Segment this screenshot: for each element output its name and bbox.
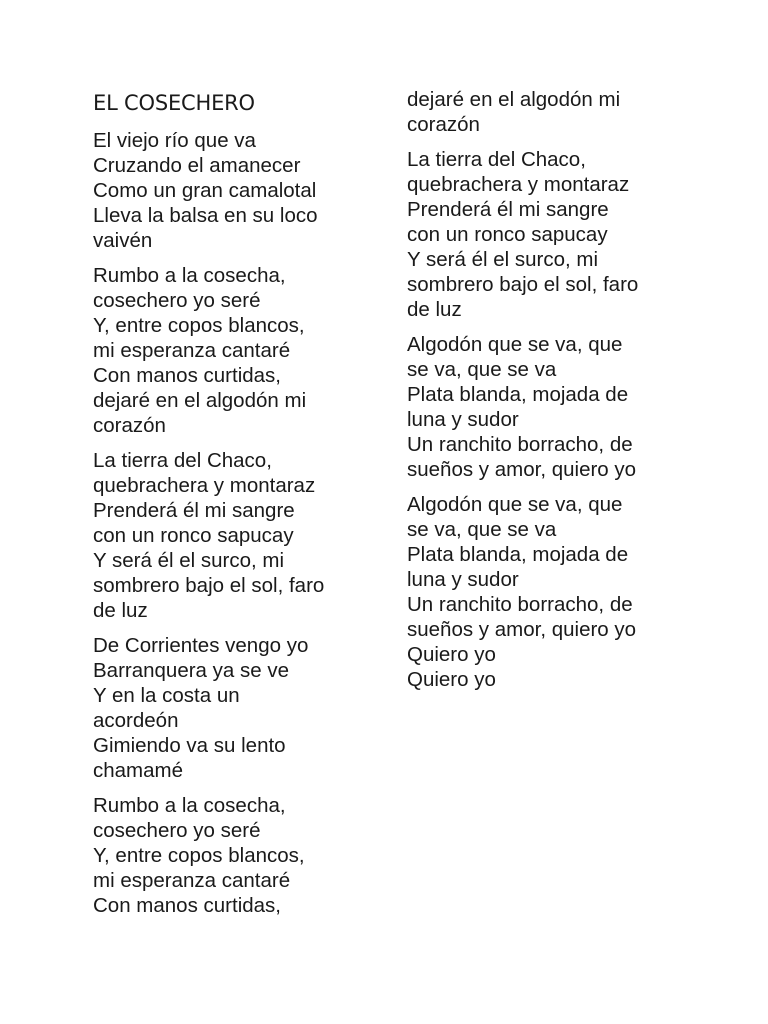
lyric-line: Barranquera ya se ve xyxy=(93,659,290,682)
lyric-line: Y, entre copos blancos, xyxy=(93,314,305,337)
lyric-line: Y será él el surco, mi xyxy=(407,248,599,271)
lyric-line: Rumbo a la cosecha, xyxy=(93,794,286,817)
lyric-line: Un ranchito borracho, de xyxy=(407,593,633,616)
lyric-line: se va, que se va xyxy=(407,518,557,541)
lyric-line: cosechero yo seré xyxy=(93,819,261,842)
lyric-line: Plata blanda, mojada de xyxy=(407,383,629,406)
lyric-line: vaivén xyxy=(93,229,153,252)
stanza xyxy=(407,147,682,322)
lyric-line: Como un gran camalotal xyxy=(93,179,317,202)
stanza xyxy=(407,332,682,482)
lyric-line: de luz xyxy=(407,298,462,321)
lyric-line: Y será él el surco, mi xyxy=(93,549,285,572)
left-column xyxy=(93,88,368,928)
stanza xyxy=(93,633,368,783)
lyric-line: Algodón que se va, que xyxy=(407,493,623,516)
lyric-line: corazón xyxy=(93,414,166,437)
lyric-line: sombrero bajo el sol, faro xyxy=(93,574,325,597)
lyric-line: quebrachera y montaraz xyxy=(93,474,316,497)
lyric-line: Y, entre copos blancos, xyxy=(93,844,305,867)
stanza xyxy=(93,128,368,253)
lyric-line: quebrachera y montaraz xyxy=(407,173,630,196)
lyric-line: El viejo río que va xyxy=(93,129,256,152)
lyric-line: luna y sudor xyxy=(407,408,519,431)
lyric-line: Con manos curtidas, xyxy=(93,364,282,387)
stanza xyxy=(407,87,682,137)
lyric-line: de luz xyxy=(93,599,148,622)
lyric-line: Y en la costa un xyxy=(93,684,240,707)
lyric-line: dejaré en el algodón mi xyxy=(93,389,307,412)
right-column xyxy=(407,87,682,702)
lyric-line: Prenderá él mi sangre xyxy=(407,198,609,221)
lyric-line: Rumbo a la cosecha, xyxy=(93,264,286,287)
lyric-line: mi esperanza cantaré xyxy=(93,869,291,892)
lyric-line: Con manos curtidas, xyxy=(93,894,282,917)
lyric-line: sueños y amor, quiero yo xyxy=(407,458,637,481)
lyric-line: Cruzando el amanecer xyxy=(93,154,301,177)
lyric-line: sombrero bajo el sol, faro xyxy=(407,273,639,296)
lyric-line: La tierra del Chaco, xyxy=(93,449,272,472)
lyric-line: De Corrientes vengo yo xyxy=(93,634,309,657)
lyric-line: Plata blanda, mojada de xyxy=(407,543,629,566)
lyric-line: con un ronco sapucay xyxy=(407,223,608,246)
lyric-line: Quiero yo xyxy=(407,643,496,666)
lyric-line: La tierra del Chaco, xyxy=(407,148,586,171)
lyric-line: Prenderá él mi sangre xyxy=(93,499,295,522)
stanza xyxy=(407,492,682,692)
stanza xyxy=(93,263,368,438)
lyric-line: corazón xyxy=(407,113,480,136)
lyric-line: cosechero yo seré xyxy=(93,289,261,312)
lyric-line: acordeón xyxy=(93,709,179,732)
lyric-line: chamamé xyxy=(93,759,184,782)
page-title: EL COSECHERO xyxy=(93,91,255,115)
lyric-line: Quiero yo xyxy=(407,668,496,691)
lyric-line: luna y sudor xyxy=(407,568,519,591)
lyric-line: con un ronco sapucay xyxy=(93,524,294,547)
lyric-line: se va, que se va xyxy=(407,358,557,381)
lyric-line: dejaré en el algodón mi xyxy=(407,88,621,111)
lyric-line: Algodón que se va, que xyxy=(407,333,623,356)
lyric-line: Lleva la balsa en su loco xyxy=(93,204,318,227)
lyric-line: Un ranchito borracho, de xyxy=(407,433,633,456)
lyric-line: mi esperanza cantaré xyxy=(93,339,291,362)
lyric-line: Gimiendo va su lento xyxy=(93,734,286,757)
lyric-line: sueños y amor, quiero yo xyxy=(407,618,637,641)
stanza xyxy=(93,793,368,918)
stanza xyxy=(93,448,368,623)
